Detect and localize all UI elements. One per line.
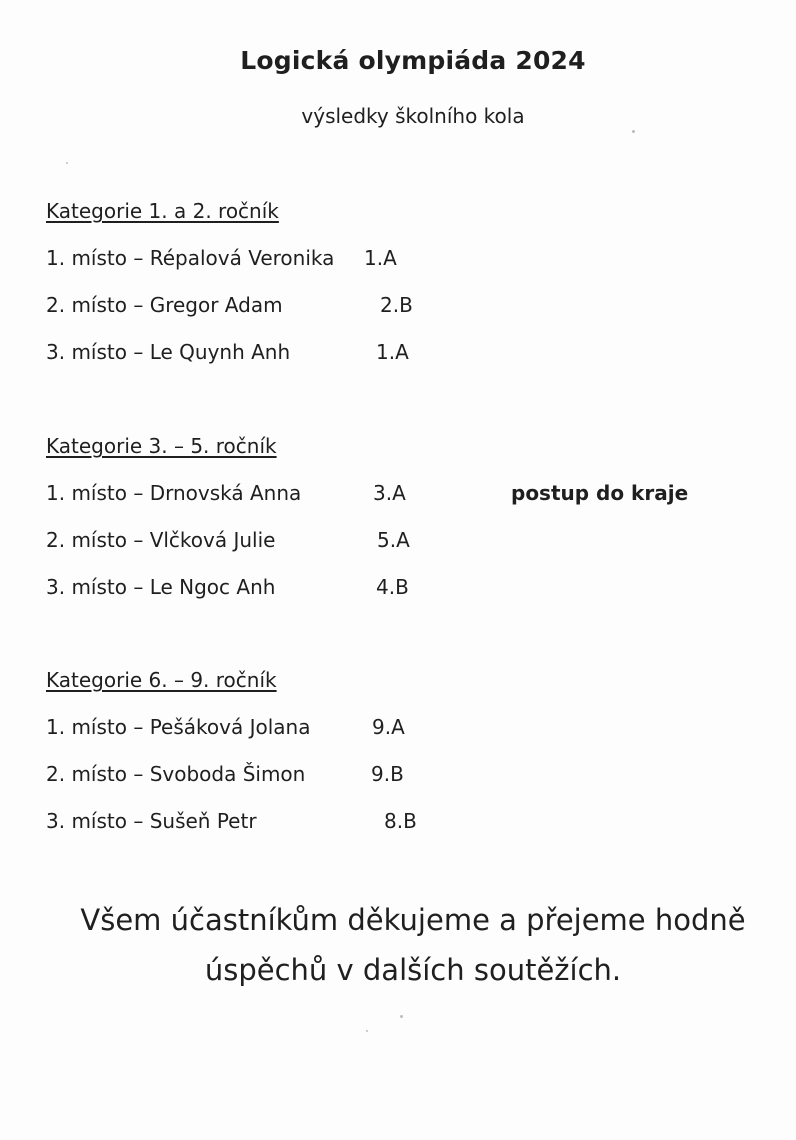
result-place: 3. místo – Sušeň Petr bbox=[46, 809, 257, 833]
result-row bbox=[46, 478, 746, 525]
result-class: 9.B bbox=[371, 762, 404, 786]
result-place: 3. místo – Le Ngoc Anh bbox=[46, 575, 276, 599]
result-place: 3. místo – Le Quynh Anh bbox=[46, 340, 291, 364]
result-class: 5.A bbox=[377, 528, 410, 552]
closing-line: Všem účastníkům děkujeme a přejeme hodně bbox=[80, 903, 746, 937]
category-heading: Kategorie 3. – 5. ročník bbox=[46, 434, 277, 458]
closing-line: úspěchů v dalších soutěžích. bbox=[204, 953, 622, 987]
scan-speck bbox=[66, 162, 68, 164]
category-6-9 bbox=[46, 665, 746, 853]
result-row bbox=[46, 290, 746, 337]
result-class: 4.B bbox=[376, 575, 409, 599]
category-1-2 bbox=[46, 196, 746, 384]
result-class: 1.A bbox=[364, 246, 397, 270]
result-row bbox=[46, 712, 746, 759]
result-class: 1.A bbox=[376, 340, 409, 364]
result-place: 1. místo – Pešáková Jolana bbox=[46, 715, 311, 739]
result-class: 2.B bbox=[380, 293, 413, 317]
result-row bbox=[46, 806, 746, 853]
document-title: Logická olympiáda 2024 bbox=[240, 46, 586, 75]
result-place: 1. místo – Répalová Veronika bbox=[46, 246, 335, 270]
closing-message bbox=[0, 895, 796, 995]
result-class: 9.A bbox=[372, 715, 405, 739]
document-subtitle: výsledky školního kola bbox=[301, 104, 525, 128]
scan-speck bbox=[400, 1015, 403, 1018]
result-row bbox=[46, 337, 746, 384]
result-place: 2. místo – Vlčková Julie bbox=[46, 528, 276, 552]
category-heading: Kategorie 6. – 9. ročník bbox=[46, 668, 277, 692]
result-row bbox=[46, 243, 746, 290]
result-place: 2. místo – Svoboda Šimon bbox=[46, 762, 306, 786]
result-class: 8.B bbox=[384, 809, 417, 833]
category-heading: Kategorie 1. a 2. ročník bbox=[46, 199, 279, 223]
result-row bbox=[46, 525, 746, 572]
category-3-5 bbox=[46, 431, 746, 619]
advancement-note: postup do kraje bbox=[511, 481, 689, 505]
scan-speck bbox=[366, 1030, 368, 1032]
result-place: 1. místo – Drnovská Anna bbox=[46, 481, 302, 505]
result-row bbox=[46, 759, 746, 806]
result-class: 3.A bbox=[373, 481, 406, 505]
result-place: 2. místo – Gregor Adam bbox=[46, 293, 283, 317]
result-row bbox=[46, 572, 746, 619]
scan-speck bbox=[632, 130, 635, 133]
